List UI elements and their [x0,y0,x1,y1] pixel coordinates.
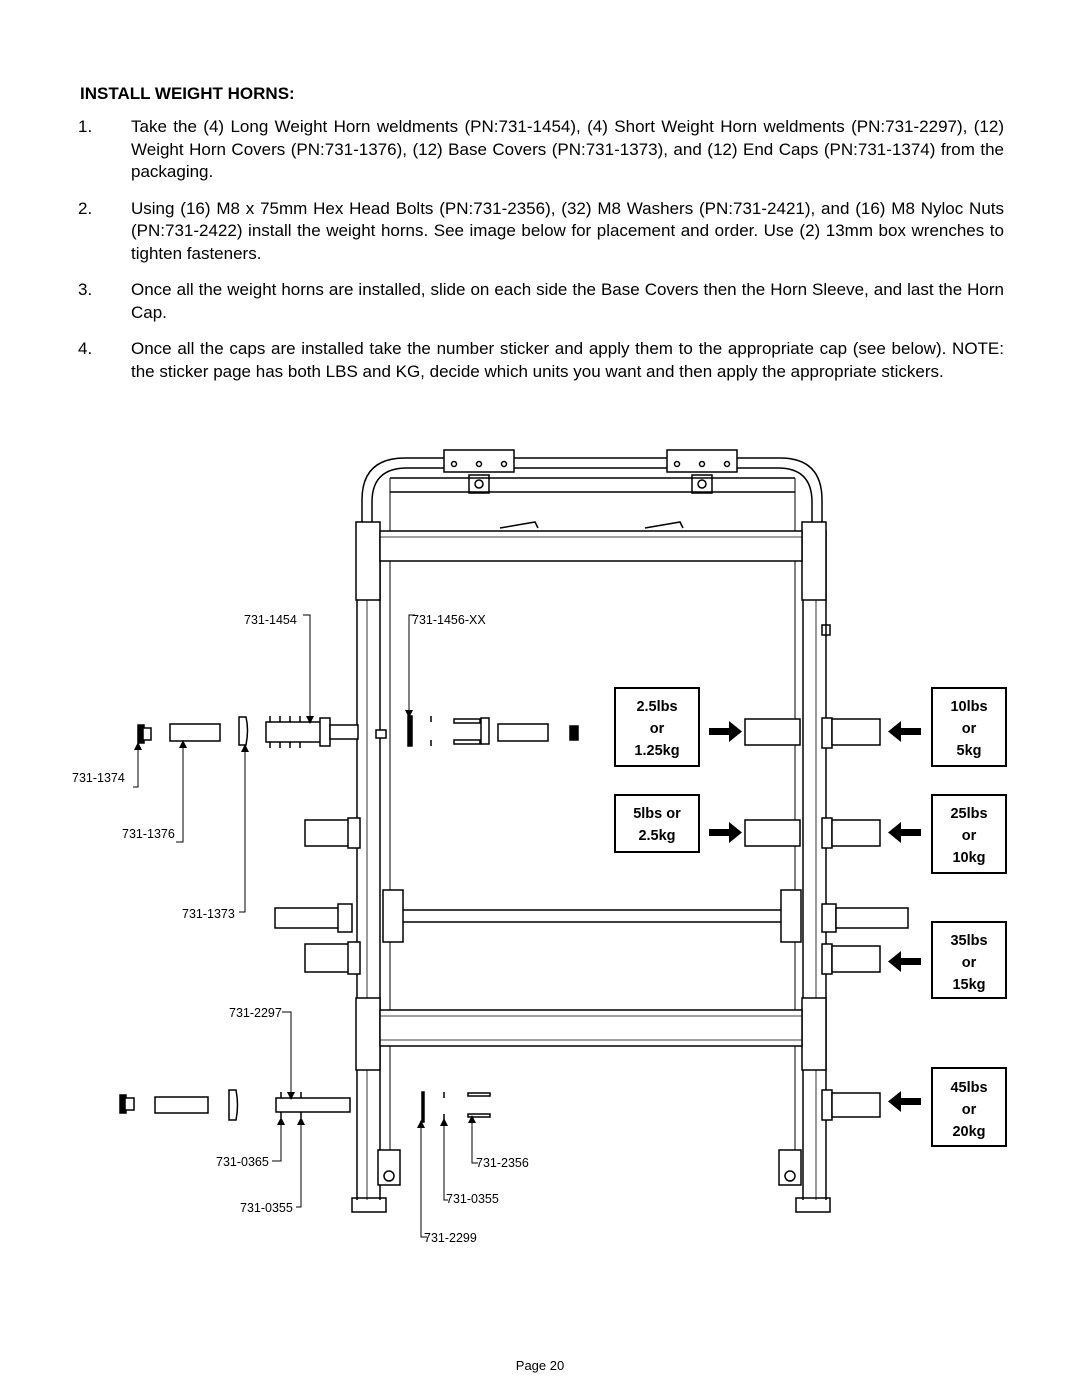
part-label-731-0355: 731-0355 [240,1201,293,1215]
step-text: Using (16) M8 x 75mm Hex Head Bolts (PN:731-2356), (32) M8 Washers (PN:731-2421), and (16) M8 Nyloc Nuts (PN:731-2422) install the weight horns. See image below for placement and order. Use (2) 13mm box wrenches to tighten fasteners. [131,198,1004,263]
svg-text:20kg: 20kg [952,1124,986,1140]
svg-text:2.5kg: 2.5kg [638,828,676,844]
part-label-731-0355: 731-0355 [446,1192,499,1206]
part-label-731-2356: 731-2356 [476,1156,529,1170]
part-number-labels [72,613,529,1245]
weight-horn-diagram [60,440,1020,1270]
step-text: Once all the weight horns are installed, slide on each side the Base Covers then the Horn Sleeve, and last the Horn Cap. [131,280,1004,322]
instruction-list [78,116,1004,397]
svg-text:15kg: 15kg [952,977,986,993]
section-heading: INSTALL WEIGHT HORNS: [80,84,295,103]
step-text: Once all the caps are installed take the number sticker and apply them to the appropriate cap (see below). NOTE: the sticker page has both LBS and KG, decide which units you want and then apply the appropriate stickers. [131,339,1004,381]
svg-text:or: or [649,721,665,737]
instruction-step [78,116,1004,184]
step-number: 3. [78,280,93,299]
step-number: 1. [78,117,93,136]
arrow-left-icon [888,822,921,843]
left-weight-horns [266,718,386,974]
sticker-10lbs [932,688,1006,766]
sticker-5lbs [615,795,699,852]
arrow-left-icon [888,951,921,972]
svg-text:2.5lbs: 2.5lbs [636,699,678,715]
part-label-731-2297: 731-2297 [229,1006,282,1020]
svg-text:35lbs: 35lbs [950,933,988,949]
svg-text:25lbs: 25lbs [950,806,988,822]
page-number: Page 20 [515,1358,565,1373]
svg-text:or: or [961,1102,977,1118]
sticker-2-5lbs [615,688,699,766]
svg-text:or: or [961,721,977,737]
svg-text:10kg: 10kg [952,850,986,866]
svg-text:1.25kg: 1.25kg [634,743,680,759]
svg-text:5kg: 5kg [956,743,982,759]
instruction-step [78,279,1004,324]
svg-text:45lbs: 45lbs [950,1080,988,1096]
part-label-731-1373: 731-1373 [182,907,235,921]
part-label-731-1456-xx: 731-1456-XX [412,613,486,627]
svg-text:5lbs or: 5lbs or [633,806,681,822]
arrow-left-icon [888,1091,921,1112]
step-number: 2. [78,198,93,218]
svg-text:or: or [961,828,977,844]
part-label-731-2299: 731-2299 [424,1231,477,1245]
arrow-left-icon [888,721,921,742]
svg-text:or: or [961,955,977,971]
part-label-731-0365: 731-0365 [216,1155,269,1169]
sticker-25lbs [932,795,1006,873]
part-label-731-1454: 731-1454 [244,613,297,627]
arrow-right-icon [709,822,742,843]
part-label-731-1376: 731-1376 [122,827,175,841]
instruction-step [78,198,1004,266]
exploded-parts-lower [120,1090,490,1122]
step-text: Take the (4) Long Weight Horn weldments (PN:731-1454), (4) Short Weight Horn weldments (PN:731-2297), (12) Weight Horn Covers (PN:731-1376), (12) Base Covers (PN:731-1373), and (12) End Caps (PN:731-1374) from the packaging. [131,117,1004,181]
arrow-right-icon [709,721,742,742]
weight-stickers [615,688,1006,1146]
instruction-step [78,338,1004,383]
sticker-45lbs [932,1068,1006,1146]
svg-text:10lbs: 10lbs [950,699,988,715]
part-label-731-1374: 731-1374 [72,771,125,785]
step-number: 4. [78,339,93,358]
sticker-35lbs [932,922,1006,998]
